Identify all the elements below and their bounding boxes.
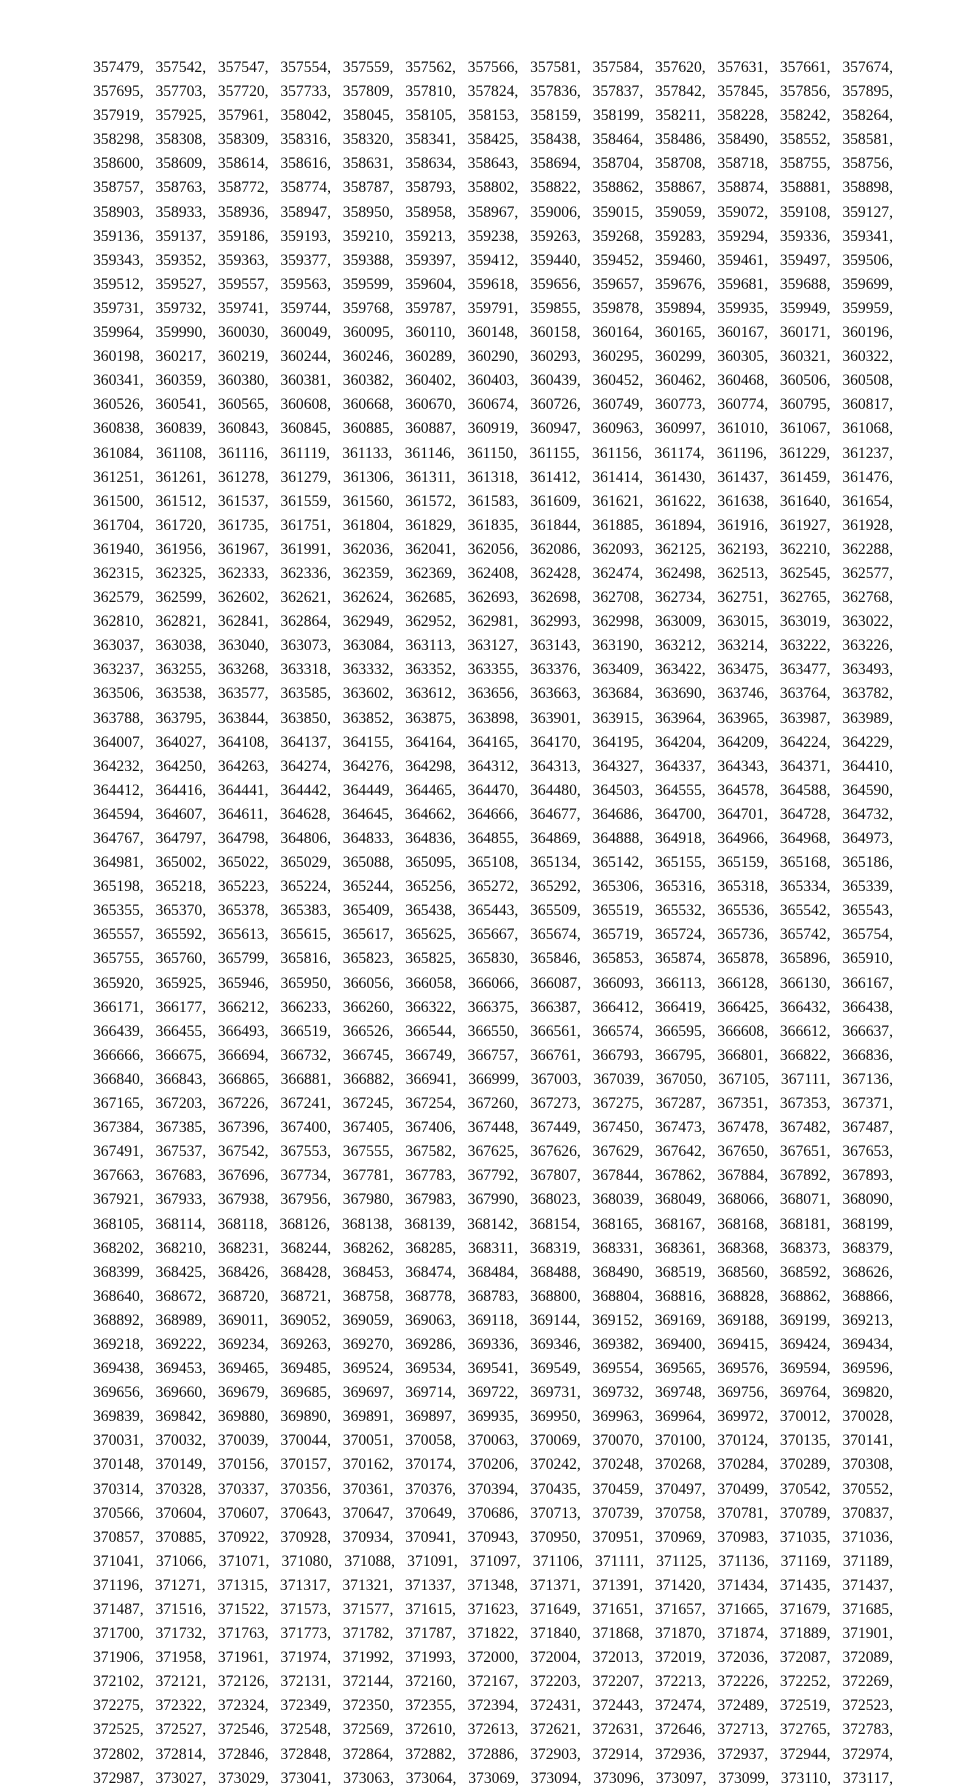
number-line: 367921, 367933, 367938, 367956, 367980, 367983, 367990, 368023, 368039, 368049, 368066, 368071, 368090, — [93, 1191, 893, 1209]
number-line: 360526, 360541, 360565, 360608, 360668, 360670, 360674, 360726, 360749, 360773, 360774, 360795, 360817, — [93, 396, 893, 414]
number-line: 362579, 362599, 362602, 362621, 362624, 362685, 362693, 362698, 362708, 362734, 362751, 362765, 362768, — [93, 589, 893, 607]
number-line: 365755, 365760, 365799, 365816, 365823, 365825, 365830, 365846, 365853, 365874, 365878, 365896, 365910, — [93, 950, 893, 968]
number-line: 364412, 364416, 364441, 364442, 364449, 364465, 364470, 364480, 364503, 364555, 364578, 364588, 364590, — [93, 781, 893, 799]
number-line: 367384, 367385, 367396, 367400, 367405, 367406, 367448, 367449, 367450, 367473, 367478, 367482, 367487, — [93, 1119, 893, 1137]
number-line: 359136, 359137, 359186, 359193, 359210, 359213, 359238, 359263, 359268, 359283, 359294, 359336, 359341, — [93, 227, 893, 245]
number-line: 365198, 365218, 365223, 365224, 365244, 365256, 365272, 365292, 365306, 365316, 365318, 365334, 365339, — [93, 878, 893, 896]
number-line: 371906, 371958, 371961, 371974, 371992, 371993, 372000, 372004, 372013, 372019, 372036, 372087, 372089, — [93, 1649, 893, 1667]
number-line: 372525, 372527, 372546, 372548, 372569, 372610, 372613, 372621, 372631, 372646, 372713, 372765, 372783, — [93, 1721, 893, 1739]
number-line: 371487, 371516, 371522, 371573, 371577, 371615, 371623, 371649, 371651, 371657, 371665, 371679, 371685, — [93, 1601, 893, 1618]
number-line: 364232, 364250, 364263, 364274, 364276, 364298, 364312, 364313, 364327, 364337, 364343, 364371, 364410, — [93, 757, 893, 775]
number-line: 361251, 361261, 361278, 361279, 361306, 361311, 361318, 361412, 361414, 361430, 361437, 361459, 361476, — [93, 468, 893, 486]
number-line: 363237, 363255, 363268, 363318, 363332, 363352, 363355, 363376, 363409, 363422, 363475, 363477, 363493, — [93, 661, 893, 679]
number-line: 364981, 365002, 365022, 365029, 365088, 365095, 365108, 365134, 365142, 365155, 365159, 365168, 365186, — [93, 854, 893, 872]
number-list — [93, 56, 893, 1791]
number-line: 360198, 360217, 360219, 360244, 360246, 360289, 360290, 360293, 360295, 360299, 360305, 360321, 360322, — [93, 348, 893, 366]
number-line: 361500, 361512, 361537, 361559, 361560, 361572, 361583, 361609, 361621, 361622, 361638, 361640, 361654, — [93, 492, 893, 510]
number-line: 368105, 368114, 368118, 368126, 368138, 368139, 368142, 368154, 368165, 368167, 368168, 368181, 368199, — [93, 1215, 893, 1233]
number-line: 363037, 363038, 363040, 363073, 363084, 363113, 363127, 363143, 363190, 363212, 363214, 363222, 363226, — [93, 637, 893, 655]
number-line: 366666, 366675, 366694, 366732, 366745, 366749, 366757, 366761, 366793, 366795, 366801, 366822, 366836, — [93, 1046, 893, 1064]
number-line: 361940, 361956, 361967, 361991, 362036, 362041, 362056, 362086, 362093, 362125, 362193, 362210, 362288, — [93, 540, 893, 558]
number-line: 362315, 362325, 362333, 362336, 362359, 362369, 362408, 362428, 362474, 362498, 362513, 362545, 362577, — [93, 564, 893, 582]
number-line: 364007, 364027, 364108, 364137, 364155, 364164, 364165, 364170, 364195, 364204, 364209, 364224, 364229, — [93, 733, 893, 751]
number-line: 365355, 365370, 365378, 365383, 365409, 365438, 365443, 365509, 365519, 365532, 365536, 365542, 365543, — [93, 902, 893, 920]
number-line: 368202, 368210, 368231, 368244, 368262, 368285, 368311, 368319, 368331, 368361, 368368, 368373, 368379, — [93, 1239, 893, 1257]
number-line: 358298, 358308, 358309, 358316, 358320, 358341, 358425, 358438, 358464, 358486, 358490, 358552, 358581, — [93, 131, 893, 149]
number-line: 366171, 366177, 366212, 366233, 366260, 366322, 366375, 366387, 366412, 366419, 366425, 366432, 366438, — [93, 998, 893, 1016]
number-line: 358757, 358763, 358772, 358774, 358787, 358793, 358802, 358822, 358862, 358867, 358874, 358881, 358898, — [93, 179, 893, 197]
number-line: 358903, 358933, 358936, 358947, 358950, 358958, 358967, 359006, 359015, 359059, 359072, 359108, 359127, — [93, 203, 893, 221]
number-line: 364594, 364607, 364611, 364628, 364645, 364662, 364666, 364677, 364686, 364700, 364701, 364728, 364732, — [93, 805, 893, 823]
number-line: 372802, 372814, 372846, 372848, 372864, 372882, 372886, 372903, 372914, 372936, 372937, 372944, 372974, — [93, 1745, 893, 1763]
number-line: 358600, 358609, 358614, 358616, 358631, 358634, 358643, 358694, 358704, 358708, 358718, 358755, 358756, — [93, 155, 893, 173]
number-line: 357695, 357703, 357720, 357733, 357809, 357810, 357824, 357836, 357837, 357842, 357845, 357856, 357895, — [93, 83, 893, 101]
number-line: 357479, 357542, 357547, 357554, 357559, 357562, 357566, 357581, 357584, 357620, 357631, 357661, 357674, — [93, 59, 893, 76]
number-line: 369438, 369453, 369465, 369485, 369524, 369534, 369541, 369549, 369554, 369565, 369576, 369594, 369596, — [93, 1360, 893, 1378]
number-line: 359731, 359732, 359741, 359744, 359768, 359787, 359791, 359855, 359878, 359894, 359935, 359949, 359959, — [93, 299, 893, 317]
number-line: 369218, 369222, 369234, 369263, 369270, 369286, 369336, 369346, 369382, 369400, 369415, 369424, 369434, — [93, 1335, 893, 1353]
number-line: 359343, 359352, 359363, 359377, 359388, 359397, 359412, 359440, 359452, 359460, 359461, 359497, 359506, — [93, 251, 893, 269]
number-line: 363788, 363795, 363844, 363850, 363852, 363875, 363898, 363901, 363915, 363964, 363965, 363987, 363989, — [93, 709, 893, 727]
number-line: 372102, 372121, 372126, 372131, 372144, 372160, 372167, 372203, 372207, 372213, 372226, 372252, 372269, — [93, 1673, 893, 1691]
number-line: 367491, 367537, 367542, 367553, 367555, 367582, 367625, 367626, 367629, 367642, 367650, 367651, 367653, — [93, 1143, 893, 1161]
number-line: 367663, 367683, 367696, 367734, 367781, 367783, 367792, 367807, 367844, 367862, 367884, 367892, 367893, — [93, 1167, 893, 1185]
number-line: 370314, 370328, 370337, 370356, 370361, 370376, 370394, 370435, 370459, 370497, 370499, 370542, 370552, — [93, 1480, 893, 1498]
number-line: 360838, 360839, 360843, 360845, 360885, 360887, 360919, 360947, 360963, 360997, 361010, 361067, 361068, — [93, 420, 893, 438]
number-line: 365920, 365925, 365946, 365950, 366056, 366058, 366066, 366087, 366093, 366113, 366128, 366130, 366167, — [93, 974, 893, 992]
number-line: 371196, 371271, 371315, 371317, 371321, 371337, 371348, 371371, 371391, 371420, 371434, 371435, 371437, — [93, 1576, 893, 1594]
number-line: 357919, 357925, 357961, 358042, 358045, 358105, 358153, 358159, 358199, 358211, 358228, 358242, 358264, — [93, 107, 893, 125]
number-line: 365557, 365592, 365613, 365615, 365617, 365625, 365667, 365674, 365719, 365724, 365736, 365742, 365754, — [93, 926, 893, 944]
number-line: 370566, 370604, 370607, 370643, 370647, 370649, 370686, 370713, 370739, 370758, 370781, 370789, 370837, — [93, 1504, 893, 1522]
number-line: 363506, 363538, 363577, 363585, 363602, 363612, 363656, 363663, 363684, 363690, 363746, 363764, 363782, — [93, 685, 893, 703]
number-line: 371700, 371732, 371763, 371773, 371782, 371787, 371822, 371840, 371868, 371870, 371874, 371889, 371901, — [93, 1625, 893, 1643]
number-line: 368892, 368989, 369011, 369052, 369059, 369063, 369118, 369144, 369152, 369169, 369188, 369199, 369213, — [93, 1311, 893, 1329]
number-line: 372275, 372322, 372324, 372349, 372350, 372355, 372394, 372431, 372443, 372474, 372489, 372519, 372523, — [93, 1697, 893, 1715]
number-line: 359512, 359527, 359557, 359563, 359599, 359604, 359618, 359656, 359657, 359676, 359681, 359688, 359699, — [93, 275, 893, 293]
number-line: 361704, 361720, 361735, 361751, 361804, 361829, 361835, 361844, 361885, 361894, 361916, 361927, 361928, — [93, 516, 893, 534]
number-line: 366840, 366843, 366865, 366881, 366882, 366941, 366999, 367003, 367039, 367050, 367105, 367111, 367136, — [93, 1070, 893, 1088]
number-line: 370857, 370885, 370922, 370928, 370934, 370941, 370943, 370950, 370951, 370969, 370983, 371035, 371036, — [93, 1528, 893, 1546]
number-line: 362810, 362821, 362841, 362864, 362949, 362952, 362981, 362993, 362998, 363009, 363015, 363019, 363022, — [93, 613, 893, 631]
number-line: 369839, 369842, 369880, 369890, 369891, 369897, 369935, 369950, 369963, 369964, 369972, 370012, 370028, — [93, 1408, 893, 1426]
number-line: 368399, 368425, 368426, 368428, 368453, 368474, 368484, 368488, 368490, 368519, 368560, 368592, 368626, — [93, 1263, 893, 1281]
number-line: 364767, 364797, 364798, 364806, 364833, 364836, 364855, 364869, 364888, 364918, 364966, 364968, 364973, — [93, 830, 893, 847]
number-line: 370148, 370149, 370156, 370157, 370162, 370174, 370206, 370242, 370248, 370268, 370284, 370289, 370308, — [93, 1456, 893, 1474]
number-line: 369656, 369660, 369679, 369685, 369697, 369714, 369722, 369731, 369732, 369748, 369756, 369764, 369820, — [93, 1384, 893, 1402]
number-line: 371041, 371066, 371071, 371080, 371088, 371091, 371097, 371106, 371111, 371125, 371136, 371169, 371189, — [93, 1552, 893, 1570]
number-line: 360341, 360359, 360380, 360381, 360382, 360402, 360403, 360439, 360452, 360462, 360468, 360506, 360508, — [93, 372, 893, 390]
number-line: 368640, 368672, 368720, 368721, 368758, 368778, 368783, 368800, 368804, 368816, 368828, 368862, 368866, — [93, 1287, 893, 1305]
number-line: 370031, 370032, 370039, 370044, 370051, 370058, 370063, 370069, 370070, 370100, 370124, 370135, 370141, — [93, 1432, 893, 1450]
number-line: 359964, 359990, 360030, 360049, 360095, 360110, 360148, 360158, 360164, 360165, 360167, 360171, 360196, — [93, 324, 893, 342]
number-line: 361084, 361108, 361116, 361119, 361133, 361146, 361150, 361155, 361156, 361174, 361196, 361229, 361237, — [93, 444, 893, 462]
number-line: 372987, 373027, 373029, 373041, 373063, 373064, 373069, 373094, 373096, 373097, 373099, 373110, 373117, — [93, 1769, 893, 1787]
number-line: 367165, 367203, 367226, 367241, 367245, 367254, 367260, 367273, 367275, 367287, 367351, 367353, 367371, — [93, 1095, 893, 1113]
number-line: 366439, 366455, 366493, 366519, 366526, 366544, 366550, 366561, 366574, 366595, 366608, 366612, 366637, — [93, 1022, 893, 1040]
